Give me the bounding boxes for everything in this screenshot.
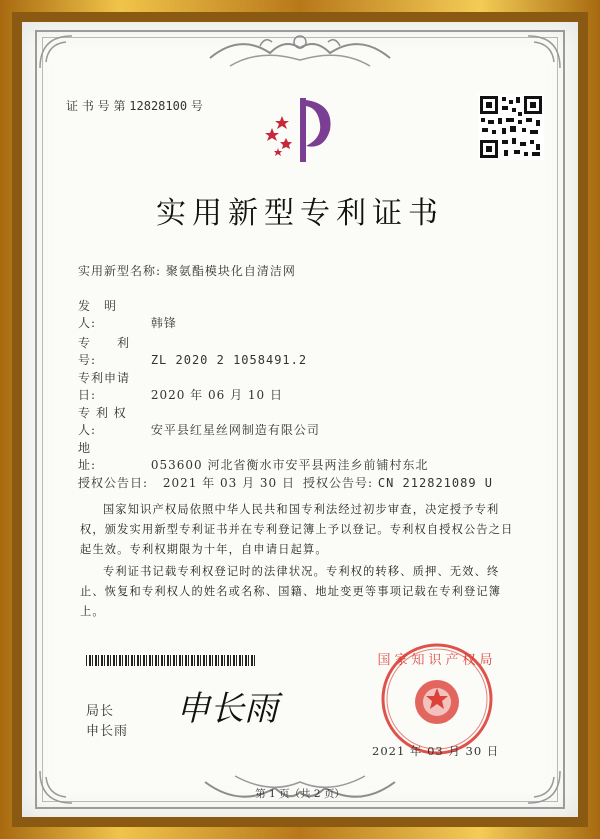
- field-label: 专利申请日:: [78, 371, 131, 402]
- field-row-patentee: [78, 404, 320, 438]
- grant-pub-value: CN 212821089 U: [377, 476, 494, 490]
- grant-date-row: [78, 474, 295, 491]
- certificate-number: [66, 97, 203, 114]
- patent-office-logo-icon: [256, 90, 336, 170]
- field-value: 安平县红星丝网制造有限公司: [150, 423, 320, 437]
- seal-date: 2021 年 03 月 30 日: [372, 744, 500, 758]
- field-row-name: [78, 262, 296, 279]
- field-row-patent-number: [78, 334, 307, 368]
- field-label: 专 利 权 人:: [78, 406, 127, 437]
- top-ornament-icon: [200, 28, 400, 76]
- field-label: 发 明 人:: [78, 299, 131, 330]
- field-row-application-date: [78, 369, 283, 403]
- certificate-number-suffix: 号: [190, 99, 203, 113]
- page-indicator: 第 1 页（共 2 页）: [255, 788, 345, 800]
- barcode: [86, 655, 256, 666]
- field-value: 2020 年 06 月 10 日: [150, 388, 283, 402]
- corner-ornament-icon: [524, 32, 564, 72]
- field-row-inventor: [78, 297, 177, 331]
- signature-text: 申长雨: [176, 689, 278, 729]
- field-value: 聚氨酯模块化自清洁网: [165, 264, 296, 278]
- field-value: 053600 河北省衡水市安平县两洼乡前铺村东北: [150, 458, 429, 472]
- director-name: 申长雨: [86, 724, 129, 739]
- handwritten-signature: [172, 680, 297, 730]
- director-title: 局长: [86, 704, 115, 719]
- official-seal-icon: [372, 640, 502, 758]
- field-label: 地 址:: [78, 441, 144, 472]
- grant-date-label: 授权公告日:: [78, 476, 149, 490]
- certificate-number-label: 证 书 号 第: [66, 99, 126, 113]
- corner-ornament-icon: [36, 32, 76, 72]
- field-value: 韩锋: [150, 316, 177, 330]
- certificate-title: 实用新型专利证书: [156, 196, 444, 231]
- qr-code-icon: [478, 94, 544, 160]
- grant-date-value: 2021 年 03 月 30 日: [162, 476, 295, 490]
- grant-paragraph: 国家知识产权局依照中华人民共和国专利法经过初步审查，决定授予专利权，颁发实用新型专利证书并在专利登记簿上予以登记。专利权自授权公告之日起生效。专利权期限为十年，自申请日起算。: [80, 503, 514, 556]
- field-label: 实用新型名称:: [78, 264, 162, 278]
- certificate-number-value: 12828100: [129, 99, 188, 113]
- grant-pub-label: 授权公告号:: [303, 476, 374, 490]
- field-label: 专 利 号:: [78, 336, 144, 367]
- grant-pub-row: [303, 474, 493, 491]
- seal-text: 国家知识产权局: [377, 653, 497, 668]
- legal-status-paragraph: 专利证书记载专利权登记时的法律状况。专利权的转移、质押、无效、终止、恢复和专利权人的姓名或名称、国籍、地址变更等事项记载在专利登记簿上。: [80, 565, 502, 618]
- field-value: ZL 2020 2 1058491.2: [150, 353, 308, 367]
- field-row-address: [78, 439, 428, 473]
